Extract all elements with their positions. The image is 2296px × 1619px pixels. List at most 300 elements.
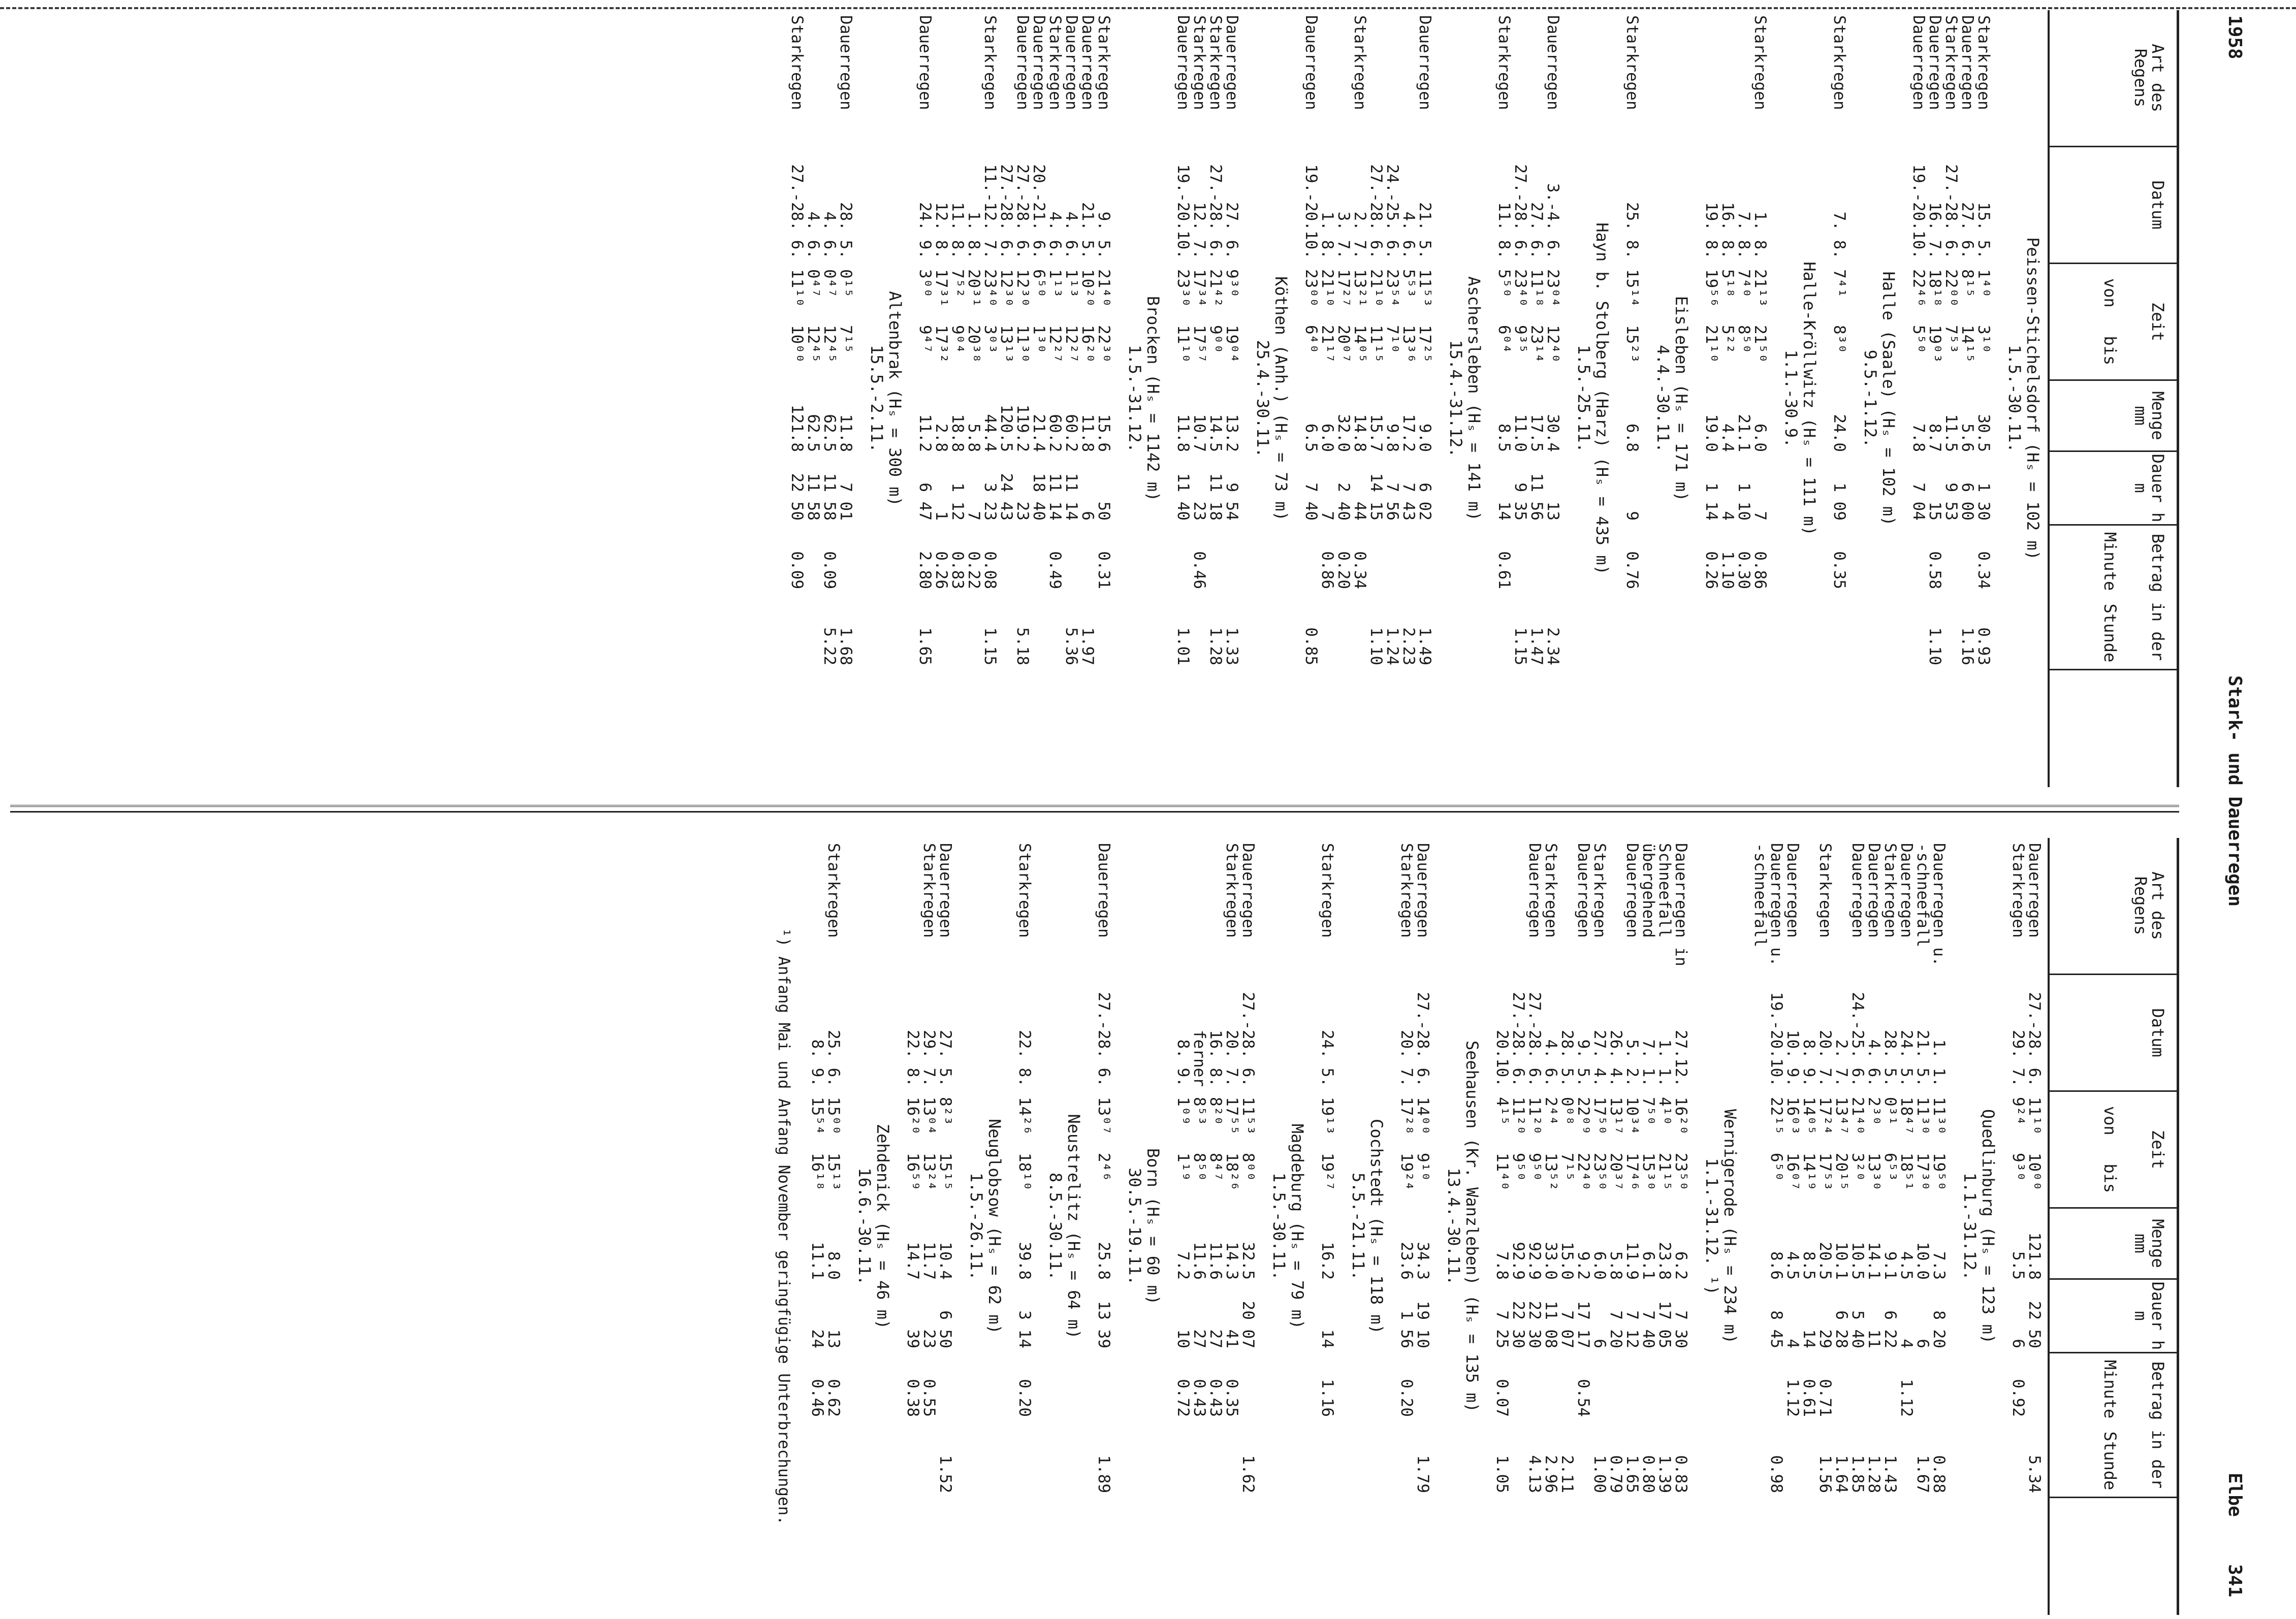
time-from: 7⁴⁰ <box>1735 269 1753 298</box>
station-name: Seehausen (Kr. Wanzleben) (Hₛ = 135 m) <box>1462 1040 1482 1413</box>
rate-minute: 0.20 <box>1334 551 1353 589</box>
time-to: 3¹⁰ <box>1974 325 1993 353</box>
duration: 13 <box>824 1329 843 1348</box>
amount: 11.8 <box>1078 414 1097 452</box>
col-zeit-label: Zeit <box>2148 1129 2167 1170</box>
date: 26. 4. <box>1607 1030 1625 1087</box>
date: 27.12. <box>1672 1030 1690 1087</box>
table-row <box>933 10 949 787</box>
table-row <box>949 10 965 787</box>
date: 19.-20.10. <box>1767 992 1785 1087</box>
amount: 8.7 <box>1926 424 1944 452</box>
table-row <box>1882 838 1898 1615</box>
rate-minute: 0.34 <box>1351 551 1369 589</box>
duration: 6 00 <box>1958 482 1976 521</box>
time-from: 21⁴⁰ <box>1095 269 1113 307</box>
station-heading <box>955 838 1004 1615</box>
page-title: Stark- und Dauerregen <box>2224 675 2245 907</box>
date: 4. 6. <box>1062 211 1080 259</box>
rate-hour: 1.49 <box>1416 627 1434 665</box>
time-from: 11⁵³ <box>1239 1097 1257 1135</box>
rain-type: Dauerregen <box>916 15 934 110</box>
date: 4. 6. <box>1046 211 1064 259</box>
rain-type: Starkregen <box>1190 15 1208 110</box>
time-from: 0³¹ <box>1881 1097 1899 1125</box>
table-row <box>1751 10 1768 787</box>
date: 16. 8. <box>1718 202 1737 259</box>
time-from: 17²⁷ <box>1334 269 1353 307</box>
rain-type: Starkregen <box>1015 843 1034 938</box>
station-period: 1.5.-26.11. <box>967 1173 986 1280</box>
table-row <box>1575 838 1591 1615</box>
rate-minute: 0.86 <box>1751 551 1769 589</box>
station-name: Hayn b. Stolberg (Harz) (Hₛ = 435 m) <box>1592 222 1612 575</box>
time-from: 11³⁰ <box>1914 1097 1932 1135</box>
station-period: 8.5.-30.11. <box>1046 1173 1065 1280</box>
rate-hour: 1.62 <box>1239 1455 1257 1493</box>
rain-type: Starkregen <box>1816 843 1834 938</box>
rain-type: Dauerregen <box>837 15 855 110</box>
rate-hour: 0.80 <box>1639 1455 1657 1493</box>
duration: 8 45 <box>1767 1310 1785 1348</box>
date: 28. 5. <box>837 202 855 259</box>
station-heading <box>1993 10 2042 787</box>
rate-minute: 0.35 <box>1223 1379 1241 1417</box>
table-row <box>1191 838 1207 1615</box>
time-from: 11³⁰ <box>1930 1097 1948 1135</box>
page-year: 1958 <box>2224 15 2245 59</box>
station-period: 1.1.-30.9. <box>1781 349 1801 448</box>
duration: 11 <box>1865 1329 1883 1348</box>
date: 20. 7. <box>1397 1030 1416 1087</box>
time-from: 2³⁰ <box>1865 1097 1883 1125</box>
time-from: 9³⁰ <box>1223 269 1241 298</box>
rate-minute: 0.09 <box>820 551 839 589</box>
table-row <box>1542 838 1558 1615</box>
amount: 7.3 <box>1930 1251 1948 1280</box>
time-from: 7⁴¹ <box>1830 269 1848 298</box>
time-from: 23⁴⁰ <box>1511 269 1529 307</box>
station-period: 25.4.-30.11. <box>1253 340 1272 458</box>
time-to: 19⁰⁴ <box>1223 325 1241 363</box>
table-row <box>904 838 920 1615</box>
time-from: 17⁵⁰ <box>1590 1097 1609 1135</box>
table-row <box>1800 838 1816 1615</box>
table-row <box>1223 10 1239 787</box>
col-betrag <box>2050 1353 2177 1498</box>
rain-type: Dauerregen <box>1574 843 1592 938</box>
rain-type: Starkregen <box>1223 843 1241 938</box>
station-heading <box>1562 10 1611 787</box>
time-from: 1⁴⁰ <box>1974 269 1993 298</box>
amount: 8.6 <box>1767 1251 1785 1280</box>
col-stunde: Stunde <box>2100 603 2120 663</box>
amount: 19.0 <box>1702 414 1720 452</box>
rate-minute: 1.16 <box>1318 1379 1336 1417</box>
amount: 11.6 <box>1190 1242 1208 1280</box>
table-row <box>1975 10 1991 787</box>
duration: 6 <box>2009 1339 2027 1348</box>
date: 22. 8. <box>904 1030 922 1087</box>
date: 7. 8. <box>1830 211 1848 259</box>
time-from: 5¹⁸ <box>1718 269 1737 298</box>
table-row <box>965 10 981 787</box>
time-to: 9⁰⁴ <box>948 325 967 353</box>
amount: 15.7 <box>1367 414 1385 452</box>
rate-minute: 0.61 <box>1800 1379 1818 1417</box>
duration: 11 14 <box>1046 473 1064 521</box>
rain-type: Dauerregen <box>1909 15 1928 110</box>
time-from: 11⁵³ <box>1416 269 1434 307</box>
duration: 8 20 <box>1930 1310 1948 1348</box>
duration: 7 04 <box>1909 482 1928 521</box>
table-row <box>1223 838 1239 1615</box>
rate-minute: 0.49 <box>1046 551 1064 589</box>
amount: 9.0 <box>1416 424 1434 452</box>
duration: 11 58 <box>820 473 839 521</box>
duration: 41 <box>1223 1329 1241 1348</box>
amount: 2.8 <box>932 424 950 452</box>
rate-hour: 1.10 <box>1926 627 1944 665</box>
duration: 23 <box>1190 501 1208 521</box>
date: 24. 5. <box>1318 1030 1336 1087</box>
duration: 9 <box>1623 511 1641 521</box>
duration: 29 <box>1816 1329 1834 1348</box>
time-to: 16¹⁸ <box>808 1153 826 1191</box>
rate-minute: 0.83 <box>948 551 967 589</box>
amount: 8.5 <box>1800 1251 1818 1280</box>
time-from: 11²⁰ <box>1525 1097 1544 1135</box>
rate-minute: 0.72 <box>1174 1379 1192 1417</box>
rate-minute: 0.22 <box>965 551 983 589</box>
date: 19.-20.10. <box>1174 164 1192 259</box>
rate-hour: 1.56 <box>1816 1455 1834 1493</box>
duration: 13 <box>1544 501 1562 521</box>
duration: 39 <box>904 1329 922 1348</box>
rate-hour: 1.67 <box>1914 1455 1932 1493</box>
table-row <box>1063 10 1079 787</box>
amount: 44.4 <box>981 414 999 452</box>
date: 1. 8. <box>1751 211 1769 259</box>
amount: 11.9 <box>1623 1242 1641 1280</box>
duration: 24 43 <box>997 473 1015 521</box>
duration: 6 <box>1078 511 1097 521</box>
table-row <box>2026 838 2042 1615</box>
rain-type: Dauerregen <box>1865 843 1883 938</box>
date: 11. 8. <box>1495 202 1513 259</box>
table-row <box>1528 10 1544 787</box>
amount: 6.0 <box>1751 424 1769 452</box>
table-row <box>998 10 1014 787</box>
rain-type: Dauerregen <box>1544 15 1562 110</box>
rate-minute: 0.62 <box>824 1379 843 1417</box>
station-heading <box>1642 10 1691 787</box>
amount: 5.5 <box>2009 1251 2027 1280</box>
time-from: 0⁰⁸ <box>1558 1097 1576 1125</box>
rain-type: -schneefall <box>1914 843 1932 948</box>
rate-minute: 0.30 <box>1735 551 1753 589</box>
date: 7. 8. <box>1735 211 1753 259</box>
duration: 7 20 <box>1607 1310 1625 1348</box>
station-period: 1.1.-31.12. <box>1960 1173 1980 1280</box>
time-from: 13⁴⁷ <box>1832 1097 1851 1135</box>
time-to: 13³⁶ <box>1399 325 1418 363</box>
time-to: 15¹³ <box>824 1153 843 1191</box>
station-name: Brocken (Hₛ = 1142 m) <box>1143 296 1163 502</box>
amount: 9.8 <box>1383 424 1401 452</box>
table-row <box>1914 838 1930 1615</box>
time-from: 1⁰⁹ <box>1174 1097 1192 1125</box>
time-to: 15²³ <box>1623 325 1641 363</box>
amount: 7.8 <box>1493 1251 1511 1280</box>
time-to: 16⁵⁹ <box>904 1153 922 1191</box>
table-row <box>1016 838 1032 1615</box>
duration: 11 18 <box>1206 473 1225 521</box>
rate-minute: 0.20 <box>1015 1379 1034 1417</box>
duration: 7 <box>965 511 983 521</box>
station-heading <box>855 10 904 787</box>
amount: 20.5 <box>1816 1242 1834 1280</box>
amount: 32.5 <box>1239 1242 1257 1280</box>
rain-type: Starkregen <box>788 15 806 110</box>
station-period: 5.5.-21.11. <box>1349 1173 1368 1280</box>
rate-hour: 5.18 <box>1013 627 1032 665</box>
amount: 5.8 <box>1607 1251 1625 1280</box>
table-row <box>837 10 853 787</box>
table-row <box>1942 10 1959 787</box>
rain-type: Dauerregen <box>1414 843 1432 938</box>
date: 19.-20.10. <box>1302 164 1320 259</box>
table-row <box>937 838 953 1615</box>
amount: 60.2 <box>1046 414 1064 452</box>
rate-minute: 0.35 <box>1830 551 1848 589</box>
time-to: 17³² <box>932 325 950 363</box>
duration: 6 50 <box>936 1310 954 1348</box>
station-name: Peissen-Stichelsdorf (Hₛ = 102 m) <box>2023 237 2043 560</box>
rain-type: Dauerregen <box>1623 843 1641 938</box>
station-period: 15.4.-31.12. <box>1446 340 1465 458</box>
station-name: Eisleben (Hₛ = 171 m) <box>1672 296 1691 502</box>
time-from: 14⁰⁵ <box>1800 1097 1818 1135</box>
rate-minute: 0.55 <box>920 1379 938 1417</box>
date: 16. 7. <box>1926 202 1944 259</box>
date: 8. 9. <box>1174 1039 1192 1087</box>
time-to: 12⁴⁵ <box>804 325 822 363</box>
table-row <box>1910 10 1926 787</box>
table-row <box>805 10 821 787</box>
duration: 14 <box>1800 1329 1818 1348</box>
time-to: 5²² <box>1718 325 1737 353</box>
time-to: 21⁵⁰ <box>1751 325 1769 363</box>
time-from: 12³⁰ <box>997 269 1015 307</box>
amount: 30.5 <box>1974 414 1993 452</box>
date: 4. 6. <box>1399 211 1418 259</box>
amount: 60.2 <box>1062 414 1080 452</box>
rate-hour: 1.33 <box>1223 627 1241 665</box>
amount: 14.1 <box>1865 1242 1883 1280</box>
time-from: 10²⁰ <box>1078 269 1097 307</box>
col-bis: bis <box>2100 336 2120 366</box>
time-to: 21¹⁰ <box>1702 325 1720 363</box>
rate-minute: 0.76 <box>1623 551 1641 589</box>
amount: 21.4 <box>1030 414 1048 452</box>
time-from: 6⁵⁰ <box>1030 269 1048 298</box>
date: 27. 6. <box>1223 202 1241 259</box>
time-from: 16²⁰ <box>904 1097 922 1135</box>
col-minute: Minute <box>2100 532 2120 591</box>
col-betrag-label: Betrag in der <box>2148 1361 2167 1489</box>
time-to: 11¹⁰ <box>1174 325 1192 363</box>
time-to: 13¹³ <box>997 325 1015 363</box>
time-from: 21⁴² <box>1206 269 1225 307</box>
rain-type: Dauerregen <box>1525 843 1544 938</box>
col-dauer: Dauer h m <box>2050 452 2177 526</box>
station-period: 30.5.-19.11. <box>1125 1168 1144 1285</box>
time-to: 16⁰⁷ <box>1783 1153 1802 1191</box>
amount: 14.5 <box>1206 414 1225 452</box>
table-row <box>1030 10 1046 787</box>
time-to: 20³⁸ <box>965 325 983 363</box>
time-from: 5⁵³ <box>1399 269 1418 298</box>
date: 15. 5. <box>1974 202 1993 259</box>
date: 5. 2. <box>1623 1039 1641 1087</box>
date: 4. 6. <box>820 211 839 259</box>
date: 21. 5. <box>1078 202 1097 259</box>
station-period: 4.4.-30.11. <box>1653 345 1673 452</box>
rain-type: Starkregen <box>1751 15 1769 110</box>
time-to: 8⁴⁷ <box>1206 1153 1225 1181</box>
duration: 4 <box>1783 1339 1802 1348</box>
duration: 7 43 <box>1399 482 1418 521</box>
station-name: Köthen (Anh.) (Hₛ = 73 m) <box>1271 276 1291 521</box>
date: 27.-28. 6. <box>997 164 1015 259</box>
time-from: 1¹³ <box>1046 269 1064 298</box>
time-to: 7¹⁰ <box>1383 325 1401 353</box>
amount: 6.1 <box>1639 1251 1657 1280</box>
time-to: 17³⁰ <box>1914 1153 1932 1191</box>
rate-minute: 0.31 <box>1095 551 1113 589</box>
amount: 8.5 <box>1495 424 1513 452</box>
table-row <box>1414 838 1430 1615</box>
rate-minute: 0.43 <box>1206 1379 1225 1417</box>
rain-type: Dauerregen <box>1958 15 1976 110</box>
duration: 7 12 <box>1623 1310 1641 1348</box>
time-from: 11¹⁰ <box>788 269 806 307</box>
time-to: 10⁰⁰ <box>788 325 806 363</box>
time-to: 5⁵⁰ <box>1909 325 1928 353</box>
amount: 10.4 <box>936 1242 954 1280</box>
time-to: 7¹⁵ <box>1558 1153 1576 1181</box>
amount: 92.9 <box>1525 1242 1544 1280</box>
station-period: 16.6.-30.11. <box>855 1168 874 1285</box>
time-from: 13⁰⁷ <box>1095 1097 1113 1135</box>
amount: 23.8 <box>1655 1242 1674 1280</box>
rate-hour: 5.36 <box>1062 627 1080 665</box>
rate-minute: 0.07 <box>1493 1379 1511 1417</box>
amount: 18.8 <box>948 414 967 452</box>
duration: 17 17 <box>1574 1301 1592 1348</box>
duration: 11 14 <box>1062 473 1080 521</box>
date: 7. 1. <box>1639 1039 1657 1087</box>
amount: 11.1 <box>808 1242 826 1280</box>
time-from: 5⁵⁰ <box>1495 269 1513 298</box>
date: 20. 7. <box>1816 1030 1834 1087</box>
table-row <box>1784 838 1800 1615</box>
rain-type: Schneefall <box>1655 843 1674 938</box>
table-row <box>1930 838 1947 1615</box>
duration: 1 <box>932 511 950 521</box>
amount: 9.2 <box>1574 1251 1592 1280</box>
rate-minute: 0.71 <box>1816 1379 1834 1417</box>
time-to: 23⁵⁰ <box>1672 1153 1690 1191</box>
time-to: 19²⁷ <box>1318 1153 1336 1191</box>
table-row <box>1816 838 1833 1615</box>
date: 28. 5. <box>1558 1030 1576 1087</box>
table-row <box>1607 838 1623 1615</box>
time-to: 7⁵³ <box>1942 325 1960 353</box>
amount: 11.0 <box>1511 414 1529 452</box>
rain-type: Dauerregen <box>1897 843 1916 938</box>
time-from: 4¹⁰ <box>1655 1097 1674 1125</box>
time-to: 12²⁷ <box>1062 325 1080 363</box>
column-separator <box>10 805 2179 813</box>
table-row <box>1623 838 1640 1615</box>
duration: 15 <box>1926 501 1944 521</box>
time-to: 6⁵³ <box>1881 1153 1899 1181</box>
rate-hour: 1.85 <box>1848 1455 1867 1493</box>
date: 4. 6. <box>804 211 822 259</box>
time-from: 0⁴⁷ <box>804 269 822 298</box>
table-row <box>1495 10 1512 787</box>
rate-hour: 1.01 <box>1174 627 1192 665</box>
rate-minute: 0.34 <box>1974 551 1993 589</box>
time-from: 23⁰⁴ <box>1544 269 1562 307</box>
duration: 7 <box>1318 511 1336 521</box>
time-to: 3²⁰ <box>1848 1153 1867 1181</box>
time-to: 13²⁴ <box>920 1153 938 1191</box>
rain-type: Starkregen <box>1351 15 1369 110</box>
time-from: 18¹⁸ <box>1926 269 1944 307</box>
time-to: 2⁴⁶ <box>1095 1153 1113 1181</box>
date: 9. 5. <box>1095 211 1113 259</box>
time-to: 1³⁰ <box>1030 325 1048 353</box>
rate-minute: 0.08 <box>981 551 999 589</box>
station-period: 1.5.-31.12. <box>1125 345 1144 452</box>
table-row <box>920 838 937 1615</box>
table-row <box>1493 838 1510 1615</box>
table-row <box>1703 10 1719 787</box>
duration: 1 56 <box>1397 1310 1416 1348</box>
time-from: 1¹³ <box>1062 269 1080 298</box>
date: 11.-12. 7. <box>981 164 999 259</box>
rain-type: Dauerregen <box>1174 15 1192 110</box>
rate-hour: 2.11 <box>1558 1455 1576 1493</box>
time-from: 12³⁰ <box>1013 269 1032 307</box>
date: 22. 8. <box>1015 1030 1034 1087</box>
duration: 20 07 <box>1239 1301 1257 1348</box>
date: 4. 6. <box>1542 1039 1560 1087</box>
time-from: 21¹⁰ <box>1367 269 1385 307</box>
rain-type: Dauerregen <box>1013 15 1032 110</box>
time-to: 18¹⁰ <box>1015 1153 1034 1191</box>
rain-type: Starkregen <box>1397 843 1416 938</box>
duration: 4 <box>1897 1339 1916 1348</box>
rate-hour: 2.34 <box>1544 627 1562 665</box>
rain-type: Dauerregen u. <box>1767 843 1785 966</box>
time-from: 11¹⁰ <box>2025 1097 2044 1135</box>
amount: 14.3 <box>1223 1242 1241 1280</box>
rate-hour: 1.89 <box>1095 1455 1113 1493</box>
